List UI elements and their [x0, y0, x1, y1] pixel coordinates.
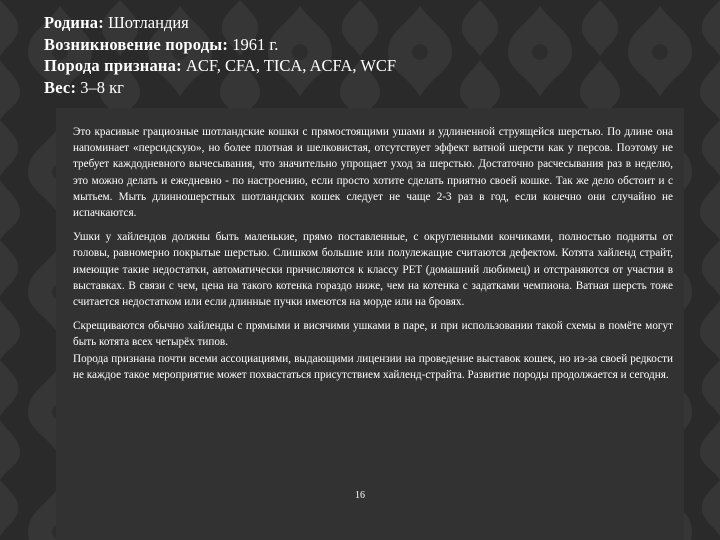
origin-value: Шотландия: [103, 13, 189, 32]
recognition-label: Порода признана:: [44, 56, 182, 75]
paragraph-breeding: Скрещиваются обычно хайленды с прямыми и висячими ушками в паре, и при использовании такой схемы в помёте могут быть котята всех четырёх типов.: [73, 320, 673, 349]
origin-line: [44, 12, 684, 34]
breed-origin-line: [44, 34, 684, 56]
paragraph-recognition: Порода признана почти всеми ассоциациями, выдающими лицензии на проведение выставок кошек, но из-за своей редкости не каждое такое мероприятие может похвастаться присутствием хайленд-страйта. Развитие породы продолжается и сегодня.: [73, 352, 673, 381]
origin-label: Родина:: [44, 13, 104, 32]
recognition-line: [44, 55, 684, 77]
weight-value: 3–8 кг: [76, 77, 124, 97]
breed-origin-label: Возникновение породы:: [44, 34, 229, 54]
body-text: [73, 124, 673, 391]
weight-label: Вес:: [44, 77, 77, 97]
slide-header: [44, 12, 684, 98]
recognition-value: ACF, CFA, TICA, ACFA, WCF: [181, 56, 397, 75]
paragraph-care: Это красивые грациозные шотландские кошки с прямостоящими ушами и удлиненной струящейся шерстью. По длине она напоминает «персидскую», но более плотная и шелковистая, отсутствует эффект ватной шерсти как у персов. Поэтому не требует каждодневного вычесывания, что значительно упрощает уход за шерстью. Достаточно расчесывания раз в неделю, это можно делать и ежедневно - по настроению, если просто хотите сделать приятно своей кошке. Так же дело обстоит и с мытьем. Мыть длинношерстных шотландских кошек следует не чаще 2-3 раз в год, если конечно они случайно не испачкаются.: [73, 126, 673, 220]
breed-origin-value: 1961 г.: [228, 34, 279, 54]
page-number: 16: [355, 490, 365, 501]
paragraph-ears: Ушки у хайлендов должны быть маленькие, прямо поставленные, с округленными кончиками, полностью подняты от головы, равномерно покрытые шерстью. Слишком большие или полулежащие считаются дефектом. Котята хайленд страйт, имеющие такие недостатки, автоматически причисляются к классу PET (домашний любимец) и отстраняются от участия в выставках. В связи с чем, цена на такого котенка гораздо ниже, чем на котенка с задатками чемпиона. Ватная шерсть тоже считается недостатком или если длинные пучки имеются на морде или на бровях.: [73, 231, 673, 309]
weight-line: [44, 77, 684, 99]
